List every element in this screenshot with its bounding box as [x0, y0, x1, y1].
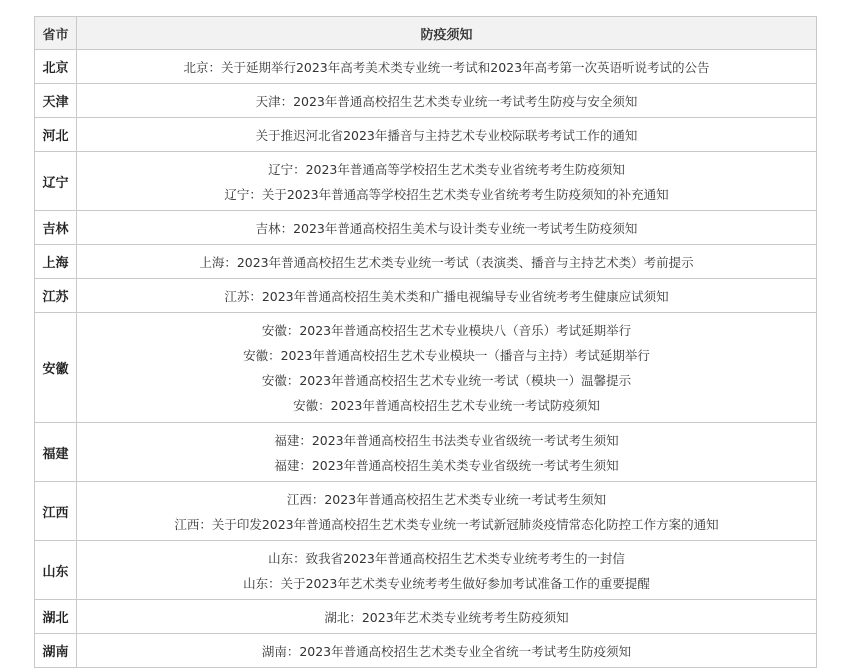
- notice-link[interactable]: 福建：2023年普通高校招生美术类专业省级统一考试考生须知: [274, 457, 619, 473]
- province-cell: 山东: [35, 541, 77, 600]
- province-cell: 安徽: [35, 313, 77, 423]
- notice-cell: [77, 423, 817, 482]
- notice-link[interactable]: 安徽：2023年普通高校招生艺术专业模块一（播音与主持）考试延期举行: [243, 348, 650, 363]
- table-row: [35, 84, 817, 118]
- notice-cell: [77, 84, 817, 118]
- table-row: [35, 50, 817, 84]
- notice-cell: [77, 279, 817, 313]
- notice-link[interactable]: 江苏：2023年普通高校招生美术类和广播电视编导专业省统考考生健康应试须知: [224, 288, 669, 304]
- province-cell: 辽宁: [35, 152, 77, 211]
- notice-link[interactable]: 天津：2023年普通高校招生艺术类专业统一考试考生防疫与安全须知: [255, 93, 638, 109]
- table-row: [35, 118, 817, 152]
- table-row: [35, 279, 817, 313]
- table-row: [35, 152, 817, 211]
- table-row: [35, 482, 817, 541]
- notice-link[interactable]: 安徽：2023年普通高校招生艺术专业模块八（音乐）考试延期举行: [261, 323, 632, 338]
- notice-link[interactable]: 山东：关于2023年艺术类专业统考考生做好参加考试准备工作的重要提醒: [243, 575, 650, 591]
- notice-link[interactable]: 湖北：2023年艺术类专业统考考生防疫须知: [324, 609, 569, 625]
- province-cell: 福建: [35, 423, 77, 482]
- notice-link[interactable]: 关于推迟河北省2023年播音与主持艺术专业校际联考考试工作的通知: [255, 127, 638, 143]
- table-row: [35, 423, 817, 482]
- province-column-header: 省市: [35, 17, 77, 50]
- notice-cell: [77, 313, 817, 423]
- notice-link[interactable]: 辽宁：关于2023年普通高等学校招生艺术类专业省统考考生防疫须知的补充通知: [224, 186, 669, 202]
- notice-link[interactable]: 湖南：2023年普通高校招生艺术类专业全省统一考试考生防疫须知: [261, 643, 632, 659]
- notice-cell: [77, 482, 817, 541]
- notice-link[interactable]: 福建：2023年普通高校招生书法类专业省级统一考试考生须知: [274, 432, 619, 448]
- notice-cell: [77, 600, 817, 634]
- province-cell: 江苏: [35, 279, 77, 313]
- notice-link[interactable]: 山东：致我省2023年普通高校招生艺术类专业统考考生的一封信: [268, 550, 625, 566]
- notice-link[interactable]: 安徽：2023年普通高校招生艺术专业统一考试防疫须知: [293, 398, 600, 413]
- notice-table: [34, 16, 817, 668]
- notice-cell: [77, 634, 817, 668]
- province-cell: 天津: [35, 84, 77, 118]
- province-cell: 湖南: [35, 634, 77, 668]
- notice-link[interactable]: 上海：2023年普通高校招生艺术类专业统一考试（表演类、播音与主持艺术类）考前提示: [199, 254, 694, 270]
- province-cell: 上海: [35, 245, 77, 279]
- notice-cell: [77, 118, 817, 152]
- table-row: [35, 600, 817, 634]
- notice-column-header: 防疫须知: [77, 17, 817, 50]
- notice-cell: [77, 541, 817, 600]
- notice-cell: [77, 245, 817, 279]
- notice-link[interactable]: 江西：2023年普通高校招生艺术类专业统一考试考生须知: [286, 491, 607, 507]
- table-row: [35, 313, 817, 423]
- notice-cell: [77, 152, 817, 211]
- notice-link[interactable]: 吉林：2023年普通高校招生美术与设计类专业统一考试考生防疫须知: [255, 220, 638, 236]
- notice-cell: [77, 211, 817, 245]
- province-cell: 北京: [35, 50, 77, 84]
- notice-link[interactable]: 北京：关于延期举行2023年高考美术类专业统一考试和2023年高考第一次英语听说考试的公告: [183, 59, 710, 75]
- province-cell: 江西: [35, 482, 77, 541]
- notice-link[interactable]: 江西：关于印发2023年普通高校招生艺术类专业统一考试新冠肺炎疫情常态化防控工作方案的通知: [174, 516, 719, 532]
- notice-link[interactable]: 安徽：2023年普通高校招生艺术专业统一考试（模块一）温馨提示: [261, 373, 632, 388]
- province-cell: 吉林: [35, 211, 77, 245]
- table-row: [35, 211, 817, 245]
- province-cell: 河北: [35, 118, 77, 152]
- notice-link[interactable]: 辽宁：2023年普通高等学校招生艺术类专业省统考考生防疫须知: [268, 161, 625, 177]
- table-row: [35, 245, 817, 279]
- table-row: [35, 634, 817, 668]
- table-header-row: [35, 17, 817, 50]
- notice-cell: [77, 50, 817, 84]
- province-cell: 湖北: [35, 600, 77, 634]
- table-row: [35, 541, 817, 600]
